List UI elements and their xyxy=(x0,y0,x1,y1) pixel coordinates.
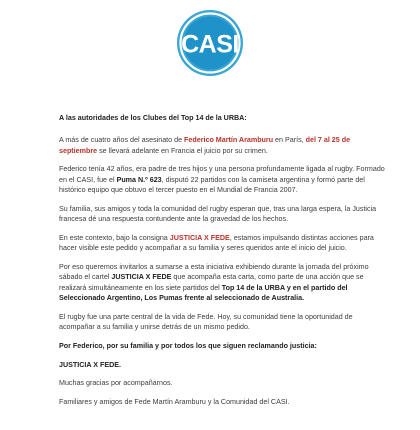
signature-line: Familiares y amigos de Fede Martín Aramburu y la Comunidad del CASI. xyxy=(59,398,290,407)
campaign-slogan: JUSTICIA X FEDE. xyxy=(59,360,122,369)
paragraph-3: Su familia, sus amigos y toda la comunidad del rugby esperan que, tras una larga espera, la Justicia francesa dé una respuesta contundente ante la gravedad de los hechos. xyxy=(59,204,377,224)
paragraph-7: Por Federico, por su familia y por todos los que siguen reclamando justicia: xyxy=(59,341,317,350)
casi-logo-text: CASI xyxy=(181,30,239,59)
thanks-line: Muchas gracias por acompañarnos. xyxy=(59,379,173,388)
paragraph-1: A más de cuatro años del asesinato de Federico Martín Aramburu en París, del 7 al 25 de septiembre se llevará adelante en Francia el juicio por su crimen. xyxy=(59,136,351,155)
paragraph-6: El rugby fue una parte central de la vida de Fede. Hoy, su comunidad tiene la oportunidad de acompañar a su familia y unirse detrás de un mismo pedido. xyxy=(59,312,353,331)
letter-body xyxy=(59,113,389,407)
paragraph-2: Federico tenía 42 años, era padre de tres hijos y una persona profundamente ligada al rugby. Formado en el CASI, fue el Puma N.º 623, disputó 22 partidos con la camiseta argentina y formó parte del histórico equipo que obtuvo el tercer puesto en el Mundial de Francia 2007. xyxy=(59,165,385,194)
letter-heading: A las autoridades de los Clubes del Top 14 de la URBA: xyxy=(59,114,247,122)
casi-logo xyxy=(176,9,244,77)
paragraph-5: Por eso queremos invitarlos a sumarse a esta iniciativa exhibiendo durante la jornada del próximo sábado el cartel JUSTICIA X FEDE que acompaña esta carta, como parte de una acción que se realizará simultáneamente en los siete partidos del Top 14 de la URBA y en el partido del Seleccionado Argentino, Los Pumas frente al seleccionado de Australia. xyxy=(59,262,369,302)
paragraph-4: En este contexto, bajo la consigna JUSTICIA X FEDE, estamos impulsando distintas acciones para hacer visible este pedido y acompañar a su familia y seres queridos ante el inicio del juicio. xyxy=(59,233,374,253)
